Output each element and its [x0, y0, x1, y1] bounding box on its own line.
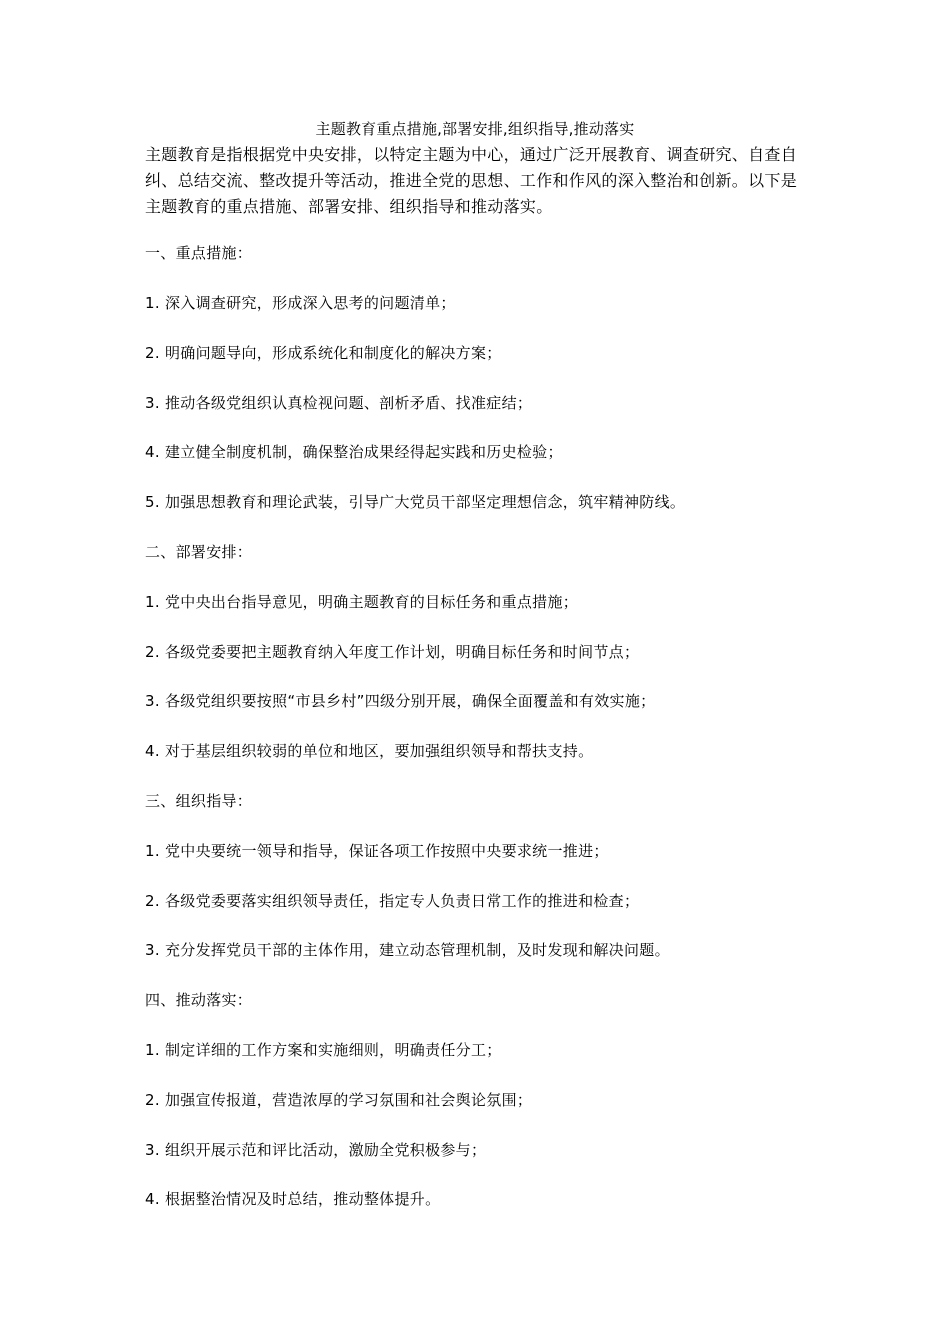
document-title: 主题教育重点措施,部署安排,组织指导,推动落实 [315, 120, 635, 138]
section-heading: 四、推动落实： [145, 991, 253, 1009]
list-item: 1. 制定详细的工作方案和实施细则，明确责任分工； [145, 1041, 502, 1059]
list-item: 1. 党中央出台指导意见，明确主题教育的目标任务和重点措施； [145, 593, 579, 611]
list-item: 3. 各级党组织要按照“市县乡村”四级分别开展，确保全面覆盖和有效实施； [145, 692, 656, 710]
list-item: 3. 充分发挥党员干部的主体作用，建立动态管理机制，及时发现和解决问题。 [145, 941, 670, 959]
list-item: 3. 组织开展示范和评比活动，激励全党积极参与； [145, 1141, 487, 1159]
intro-line: 主题教育是指根据党中央安排，以特定主题为中心，通过广泛开展教育、调查研究、自查自 [145, 145, 798, 164]
list-item: 5. 加强思想教育和理论武装，引导广大党员干部坚定理想信念，筑牢精神防线。 [145, 493, 686, 511]
list-item: 1. 党中央要统一领导和指导，保证各项工作按照中央要求统一推进； [145, 842, 609, 860]
intro-line: 纠、总结交流、整改提升等活动，推进全党的思想、工作和作风的深入整治和创新。以下是 [145, 171, 798, 190]
intro-paragraph [145, 142, 810, 220]
list-item: 4. 根据整治情况及时总结，推动整体提升。 [145, 1190, 441, 1208]
list-item: 2. 各级党委要把主题教育纳入年度工作计划，明确目标任务和时间节点； [145, 643, 640, 661]
list-item: 4. 对于基层组织较弱的单位和地区，要加强组织领导和帮扶支持。 [145, 742, 594, 760]
list-item: 2. 加强宣传报道，营造浓厚的学习氛围和社会舆论氛围； [145, 1091, 533, 1109]
list-item: 1. 深入调查研究，形成深入思考的问题清单； [145, 294, 456, 312]
section-heading: 三、组织指导： [145, 792, 253, 810]
section-heading: 一、重点措施： [145, 244, 253, 262]
list-item: 3. 推动各级党组织认真检视问题、剖析矛盾、找准症结； [145, 394, 533, 412]
intro-line: 主题教育的重点措施、部署安排、组织指导和推动落实。 [145, 197, 553, 216]
section-heading: 二、部署安排： [145, 543, 253, 561]
list-item: 4. 建立健全制度机制，确保整治成果经得起实践和历史检验； [145, 443, 563, 461]
list-item: 2. 各级党委要落实组织领导责任，指定专人负责日常工作的推进和检查； [145, 892, 640, 910]
list-item: 2. 明确问题导向，形成系统化和制度化的解决方案； [145, 344, 502, 362]
